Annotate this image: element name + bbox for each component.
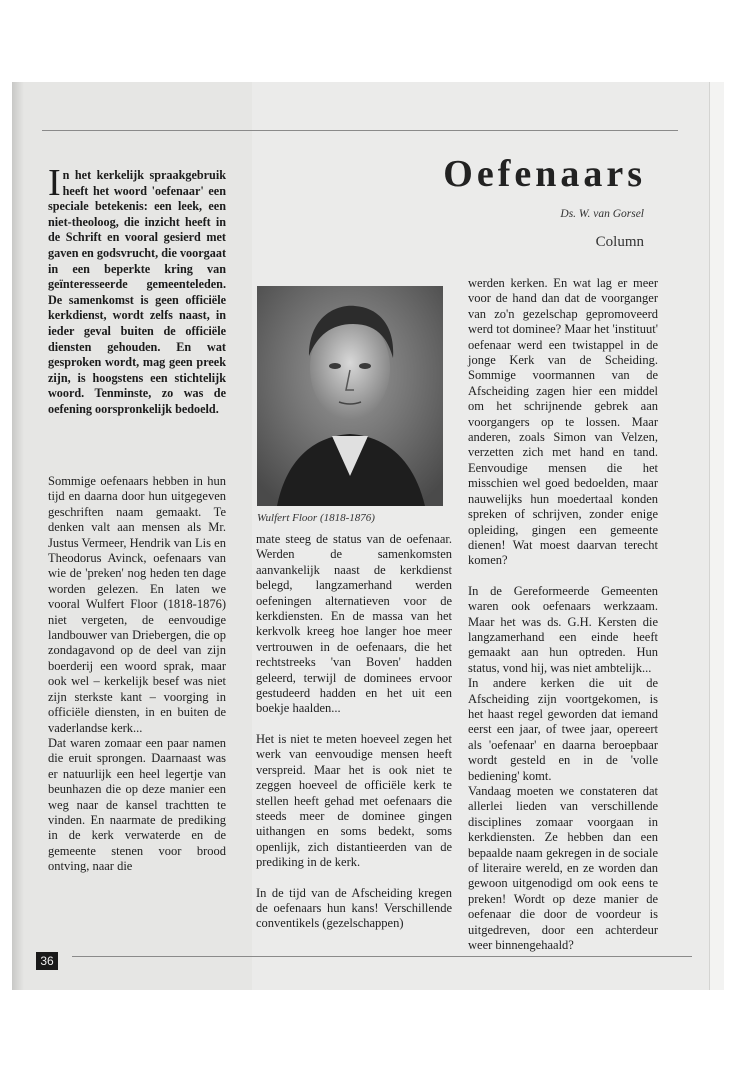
column-2 <box>256 532 452 932</box>
drop-cap: I <box>48 162 61 204</box>
paragraph: In andere kerken die uit de Afscheiding zijn voortgekomen, is het haast regel geworden dat iemand eerst een jaar, of twee jaar, opereert als 'oefenaar' en daarna beroepbaar wordt gesteld en in de 'volle bediening' komt. <box>468 676 658 783</box>
column-3 <box>468 276 658 953</box>
paragraph: werden kerken. En wat lag er meer voor de hand dan dat de voorganger van zo'n gezelschap gepromoveerd werd tot dominee? Maar het 'instituut' oefenaar werd een twistappel in de jonge Kerk van de Scheiding. Sommige voormannen van de Afscheiding zagen hier een middel om het schrijnende gebrek aan voorgangers op te lossen. Maar anderen, zoals Simon van Velzen, verzetten zich met hand en tand. Eenvoudige mensen die het misschien wel goed bedoelden, maar nauwelijks hun moedertaal konden spreken of schrijven, zonder enige opleiding, gingen een gemeente dienen! Wat moest daarvan terecht komen? <box>468 276 658 568</box>
bottom-rule <box>72 956 692 957</box>
portrait-image <box>257 286 443 506</box>
paragraph: mate steeg de status van de oefenaar. Werden de samenkomsten aanvankelijk naast de kerkdienst belegd, langzamerhand werden oefeningen alternatieven voor de kerkdiensten. En de massa van het kerkvolk kreeg hoe langer hoe meer vertrouwen in de oefenaars, die het rechtstreeks 'van Boven' hadden geleerd, terwijl de dominees ervoor gestudeerd hadden en het uit een boekje haalden... <box>256 532 452 716</box>
magazine-page <box>12 82 724 990</box>
paragraph: Sommige oefenaars hebben in hun tijd en daarna door hun uitgegeven geschriften naam gemaakt. Te denken valt aan mensen als Mr. Justus Vermeer, Hendrik van Lis en Theodorus Avinck, oefenaars van wie de 'preken' nog heden ten dage worden gelezen. En laten we vooral Wulfert Floor (1818-1876) niet vergeten, de eenvoudige landbouwer van Driebergen, die op zondagavond op de deel van zijn boerderij een woord sprak, maar ook wel – kerkelijk besef was niet zijn sterkste kant – voorging in officiële diensten, in en buiten de vaderlandse kerk... <box>48 474 226 735</box>
top-rule <box>42 130 678 131</box>
lead-text: n het kerkelijk spraakgebruik heeft het woord 'oefenaar' een speciale betekenis: een leek, een niet-theoloog, die inzicht heeft in de Schrift en vooral gesierd met gaven en godsvrucht, die voorgaat in een beperkte kring van geïnteresseerde gemeenteleden. De samenkomst is geen officiële kerkdienst, wordt zelfs naast, in ieder geval buiten de officiële diensten gehouden. En wat gesproken wordt, mag geen preek zijn, is hoogstens een stichtelijk woord. Tenminste, zo was de oefening oorspronkelijk bedoeld. <box>48 168 226 416</box>
lead-paragraph <box>48 162 226 418</box>
page-edge <box>709 82 724 990</box>
paragraph: Het is niet te meten hoeveel zegen het werk van eenvoudige mensen heeft verspreid. Maar het is ook niet te zeggen hoeveel de officiële kerk te stellen heeft gehad met oefenaars die steeds meer de dominee gingen uithangen en soms bedekt, soms openlijk, zich distantieerden van de prediking in de kerk. <box>256 731 452 870</box>
article-title: Oefenaars <box>443 153 646 195</box>
portrait-photo <box>257 286 443 506</box>
article-author: Ds. W. van Gorsel <box>560 208 644 220</box>
paragraph: Vandaag moeten we constateren dat allerlei lieden van verschillende disciplines zomaar voorgaan in kerkdiensten. Ze hebben dan een bepaalde naam gekregen in de sociale of literaire wereld, en ze worden dan gewoon uitgenodigd om ook eens te preken! Wordt op deze manier de oefenaar die door de voordeur is uitgedreven, door een achterdeur weer binnengehaald? <box>468 784 658 953</box>
article-section: Column <box>595 234 644 250</box>
paragraph: Dat waren zomaar een paar namen die eruit sprongen. Daarnaast was er natuurlijk een heel legertje van beunhazen die op deze manier een weg naar de kansel trachtten te vinden. En naarmate de prediking in de kerk verwaterde en de gemeente stenen voor brood ontving, naar die <box>48 735 226 874</box>
paragraph: In de Gereformeerde Gemeenten waren ook oefenaars werkzaam. Maar het was ds. G.H. Kersten die langzamerhand een einde heeft gemaakt aan hun optreden. Hun status, vond hij, was niet ambtelijk... <box>468 583 658 675</box>
page-number: 36 <box>36 952 58 970</box>
photo-caption: Wulfert Floor (1818-1876) <box>257 512 375 524</box>
column-1 <box>48 474 226 875</box>
paragraph: In de tijd van de Afscheiding kregen de oefenaars hun kans! Verschillende conventikels (gezelschappen) <box>256 885 452 931</box>
spine-shadow <box>12 82 24 990</box>
